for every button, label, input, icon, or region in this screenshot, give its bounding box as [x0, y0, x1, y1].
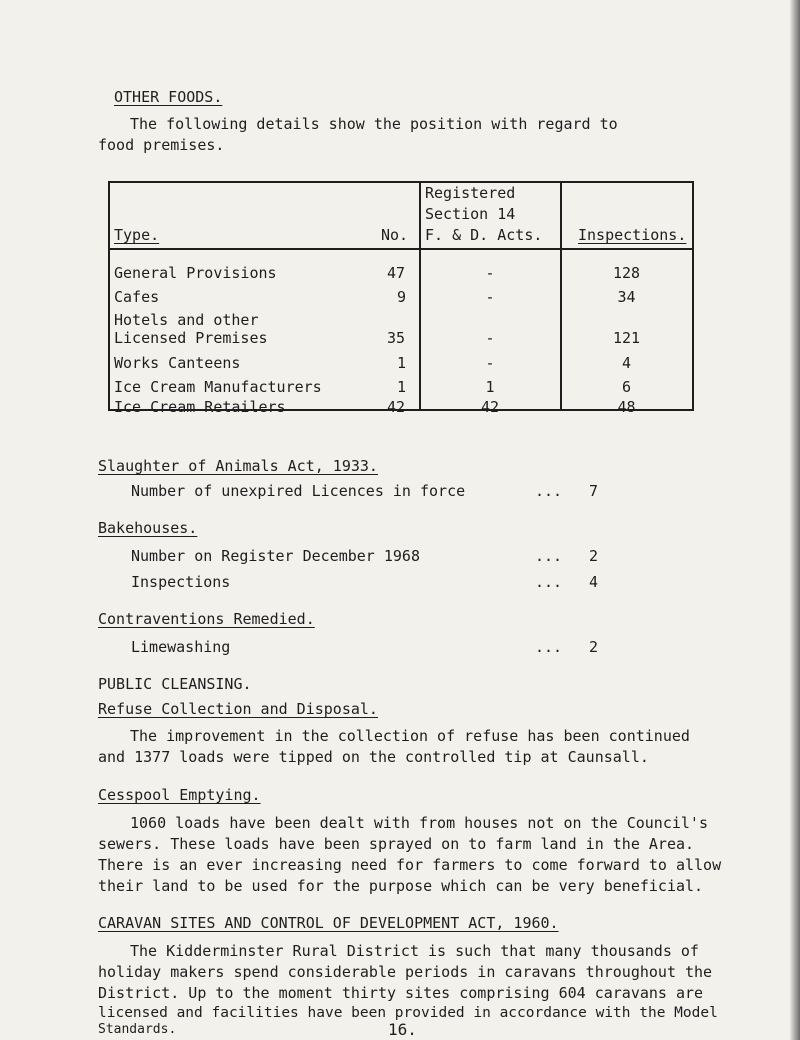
caravan-line-3: District. Up to the moment thirty sites comprising 604 caravans are — [98, 984, 704, 1002]
intro-line-1: The following details show the position with regard to — [130, 115, 618, 133]
refuse-line-2: and 1377 loads were tipped on the controlled tip at Caunsall. — [98, 748, 649, 766]
bakehouses-inspections-value: 4 — [589, 573, 599, 591]
header-no: No. — [381, 226, 409, 244]
cesspool-line-3: There is an ever increasing need for farmers to come forward to allow — [98, 856, 722, 874]
slaughter-licences-label: Number of unexpired Licences in force — [131, 482, 466, 500]
row-1-inspections: 128 — [612, 264, 641, 282]
limewashing-value: 2 — [589, 638, 599, 656]
header-registered-line-1: Registered — [425, 184, 516, 202]
caravan-title: CARAVAN SITES AND CONTROL OF DEVELOPMENT ACT, 1960. — [98, 914, 559, 932]
slaughter-title: Slaughter of Animals Act, 1933. — [98, 457, 378, 475]
limewashing-dots: ... — [535, 638, 563, 656]
section-heading-other-foods: OTHER FOODS. — [114, 88, 223, 106]
cesspool-line-1: 1060 loads have been dealt with from houses not on the Council's — [130, 814, 708, 832]
bakehouses-title: Bakehouses. — [98, 519, 198, 537]
caravan-line-4: licensed and facilities have been provided in accordance with the Model — [98, 1005, 718, 1021]
row-5-no: 1 — [397, 378, 407, 396]
public-cleansing-heading: PUBLIC CLEANSING. — [98, 675, 252, 693]
refuse-title: Refuse Collection and Disposal. — [98, 700, 378, 718]
caravan-line-1: The Kidderminster Rural District is such that many thousands of — [130, 942, 699, 960]
bakehouses-register-value: 2 — [589, 547, 599, 565]
row-4-registered: - — [485, 354, 495, 372]
row-6-type: Ice Cream Retailers — [114, 398, 286, 416]
row-2-registered: - — [485, 288, 495, 306]
header-inspections: Inspections. — [578, 226, 687, 244]
header-registered-line-2: Section 14 — [425, 205, 516, 223]
row-3-no: 35 — [387, 329, 406, 347]
page-number: 16. — [388, 1020, 417, 1039]
row-3-registered: - — [485, 329, 495, 347]
row-6-registered: 42 — [480, 398, 500, 416]
slaughter-dots: ... — [535, 482, 563, 500]
caravan-line-2: holiday makers spend considerable periods in caravans throughout the — [98, 963, 713, 981]
cesspool-line-4: their land to be used for the purpose which can be very beneficial. — [98, 877, 704, 895]
row-2-type: Cafes — [114, 288, 160, 306]
row-4-no: 1 — [397, 354, 407, 372]
row-4-inspections: 4 — [621, 354, 632, 372]
row-6-no: 42 — [387, 398, 406, 416]
row-6-inspections: 48 — [617, 398, 636, 416]
row-3-type-line-1: Hotels and other — [114, 311, 259, 329]
bakehouses-inspections-dots: ... — [535, 573, 563, 591]
row-1-no: 47 — [387, 264, 406, 282]
header-registered-line-3: F. & D. Acts. — [425, 226, 543, 244]
table-left-rule — [108, 181, 110, 411]
page-edge-shadow — [790, 0, 800, 1040]
contraventions-title: Contraventions Remedied. — [98, 610, 315, 628]
bakehouses-register-dots: ... — [535, 547, 563, 565]
limewashing-label: Limewashing — [131, 638, 231, 656]
bakehouses-register-label: Number on Register December 1968 — [131, 547, 420, 565]
cesspool-title: Cesspool Emptying. — [98, 786, 261, 804]
cesspool-line-2: sewers. These loads have been sprayed on to farm land in the Area. — [98, 835, 695, 853]
row-4-type: Works Canteens — [114, 354, 241, 372]
caravan-line-5: Standards. — [98, 1022, 177, 1037]
row-2-inspections: 34 — [617, 288, 636, 306]
row-3-inspections: 121 — [612, 329, 641, 347]
header-type: Type. — [114, 226, 160, 244]
row-1-registered: - — [485, 264, 495, 282]
row-5-inspections: 6 — [621, 378, 632, 396]
refuse-line-1: The improvement in the collection of refuse has been continued — [130, 727, 690, 745]
row-5-registered: 1 — [485, 378, 495, 396]
row-3-type-line-2: Licensed Premises — [114, 329, 268, 347]
table-header-rule — [108, 248, 693, 250]
table-top-rule — [108, 181, 693, 183]
slaughter-licences-value: 7 — [589, 482, 599, 500]
row-2-no: 9 — [397, 288, 407, 306]
table-right-rule — [692, 181, 694, 411]
row-1-type: General Provisions — [114, 264, 277, 282]
intro-line-2: food premises. — [98, 136, 225, 154]
bakehouses-inspections-label: Inspections — [131, 573, 231, 591]
row-5-type: Ice Cream Manufacturers — [114, 378, 322, 396]
